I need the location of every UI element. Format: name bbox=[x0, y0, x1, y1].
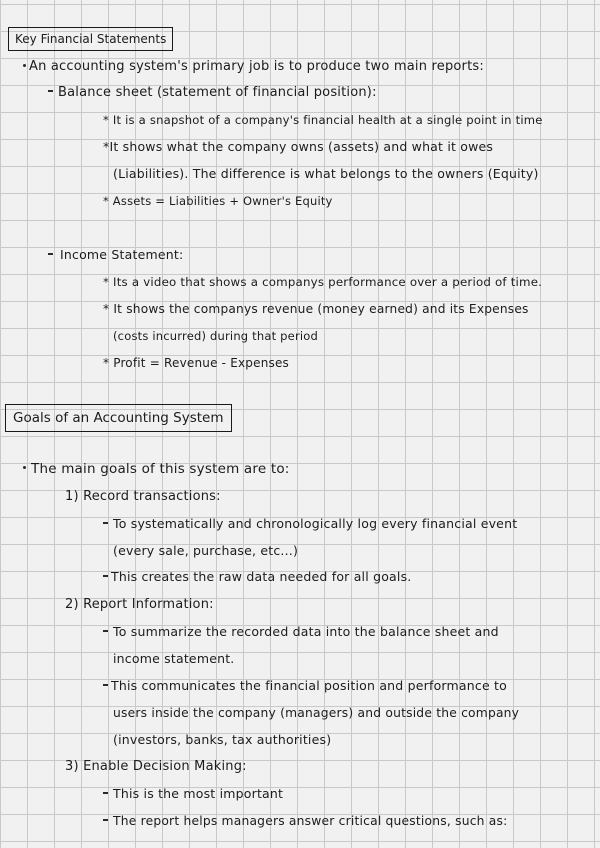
income-statement-point-1: * Its a video that shows a companys performance over a period of time. bbox=[103, 275, 543, 289]
goal-2-point-2-cont: users inside the company (managers) and outside the company bbox=[113, 706, 520, 720]
goal-1-point-1-cont: (every sale, purchase, etc...) bbox=[113, 543, 299, 558]
section-title-key-financial-statements: Key Financial Statements bbox=[8, 27, 173, 51]
goal-2-point-1: To summarize the recorded data into the balance sheet and bbox=[113, 624, 499, 639]
bullet-dash bbox=[103, 630, 108, 632]
balance-sheet-point-1: * It is a snapshot of a company's financial health at a single point in time bbox=[103, 113, 543, 127]
income-statement-point-2-cont: (costs incurred) during that period bbox=[113, 329, 319, 343]
goal-2-heading: 2) Report Information: bbox=[65, 597, 214, 612]
goal-2-point-2-cont-2: (investors, banks, tax authorities) bbox=[113, 732, 332, 747]
bullet-dash bbox=[48, 90, 53, 92]
balance-sheet-point-2-cont: (Liabilities). The difference is what belongs to the owners (Equity) bbox=[113, 166, 539, 181]
goal-3-point-2: The report helps managers answer critical questions, such as: bbox=[113, 814, 508, 828]
bullet-dash bbox=[103, 792, 108, 794]
bullet-dash bbox=[103, 684, 108, 686]
income-statement-point-2: * It shows the companys revenue (money earned) and its Expenses bbox=[103, 302, 529, 316]
goal-3-heading: 3) Enable Decision Making: bbox=[65, 759, 247, 774]
goal-2-point-1-cont: income statement. bbox=[113, 651, 235, 666]
intro-line: An accounting system's primary job is to produce two main reports: bbox=[29, 59, 484, 74]
goal-1-point-1: To systematically and chronologically log every financial event bbox=[113, 516, 518, 531]
balance-sheet-point-3: * Assets = Liabilities + Owner's Equity bbox=[103, 194, 333, 208]
bullet-dash bbox=[48, 253, 53, 255]
bullet-dot bbox=[23, 64, 26, 67]
bullet-dash bbox=[103, 819, 108, 821]
income-statement-point-3: * Profit = Revenue - Expenses bbox=[103, 356, 289, 370]
bullet-dash bbox=[103, 575, 108, 577]
balance-sheet-heading: Balance sheet (statement of financial position): bbox=[58, 85, 377, 100]
bullet-dot bbox=[23, 466, 26, 469]
goal-3-point-1: This is the most important bbox=[113, 786, 284, 801]
balance-sheet-point-2: *It shows what the company owns (assets) and what it owes bbox=[103, 139, 494, 154]
bullet-dash bbox=[103, 522, 108, 524]
goal-2-point-2: This communicates the financial position and performance to bbox=[111, 678, 507, 693]
goals-intro-line: The main goals of this system are to: bbox=[31, 461, 290, 477]
goal-1-heading: 1) Record transactions: bbox=[65, 489, 221, 504]
goal-1-point-2: This creates the raw data needed for all goals. bbox=[111, 569, 412, 584]
income-statement-heading: Income Statement: bbox=[60, 247, 184, 262]
section-title-goals-of-an-accounting-system: Goals of an Accounting System bbox=[5, 404, 232, 432]
